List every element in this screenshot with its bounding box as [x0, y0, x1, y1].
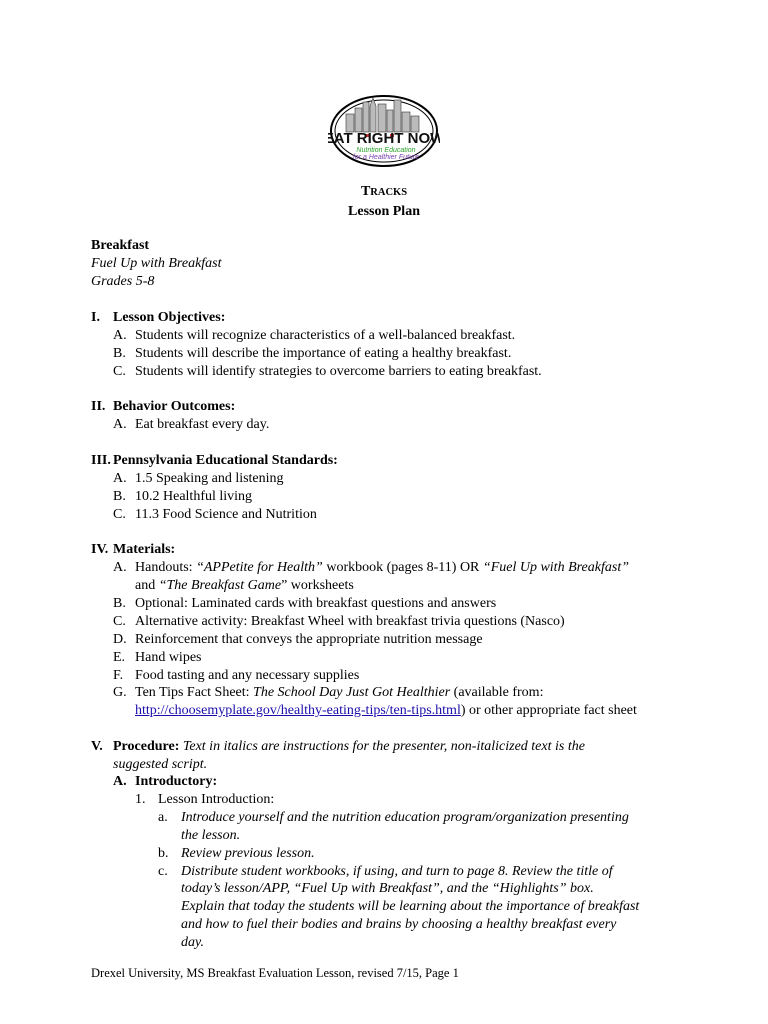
list-item-letter: B.: [113, 596, 126, 611]
list-item-letter: A.: [113, 471, 127, 486]
step-letter: c.: [158, 864, 168, 879]
list-item-letter: G.: [113, 685, 127, 700]
section-heading-materials: Materials:: [113, 542, 176, 557]
section-heading-behavior: Behavior Outcomes:: [113, 399, 236, 414]
svg-text:Nutrition Education: Nutrition Education: [356, 147, 416, 154]
procedure-intro-cont: suggested script.: [113, 757, 208, 772]
materials-item: Hand wipes: [135, 650, 202, 665]
section-heading-standards: Pennsylvania Educational Standards:: [113, 453, 338, 468]
list-item-letter: F.: [113, 668, 124, 683]
step-title: Lesson Introduction:: [158, 792, 275, 807]
svg-text:for a Healthier Future: for a Healthier Future: [352, 154, 420, 161]
section-number: I.: [91, 310, 100, 325]
materials-item: Alternative activity: Breakfast Wheel with breakfast trivia questions (Nasco): [135, 614, 565, 629]
materials-item-handouts-cont: and “The Breakfast Game” worksheets: [135, 578, 354, 593]
list-item-letter: D.: [113, 632, 127, 647]
step-c-text-cont: Explain that today the students will be learning about the importance of breakfast: [181, 899, 640, 914]
list-item-letter: A.: [113, 417, 127, 432]
list-item-letter: B.: [113, 346, 126, 361]
section-number: V.: [91, 739, 103, 754]
standard-item: 10.2 Healthful living: [135, 489, 253, 504]
behavior-item: Eat breakfast every day.: [135, 417, 270, 432]
step-c-text-cont: and how to fuel their bodies and brains by choosing a healthy breakfast every: [181, 917, 617, 932]
materials-item-fact-sheet: Ten Tips Fact Sheet: The School Day Just Got Healthier (available from:: [135, 685, 544, 700]
materials-item-handouts: Handouts: “APPetite for Health” workbook (pages 8-11) OR “Fuel Up with Breakfast”: [135, 560, 629, 575]
document-subtitle: Lesson Plan: [348, 204, 420, 219]
step-c-text: Distribute student workbooks, if using, and turn to page 8. Review the title of: [181, 864, 613, 879]
subsection-letter: A.: [113, 774, 127, 789]
step-c-text-cont: today’s lesson/APP, “Fuel Up with Breakfast”, and the “Highlights” box.: [181, 881, 594, 896]
materials-item: Optional: Laminated cards with breakfast questions and answers: [135, 596, 497, 611]
section-heading-procedure: Procedure:: [113, 739, 180, 754]
objective-item: Students will recognize characteristics of a well-balanced breakfast.: [135, 328, 516, 343]
objective-item: Students will identify strategies to overcome barriers to eating breakfast.: [135, 364, 542, 379]
step-number: 1.: [135, 792, 146, 807]
lesson-name: Fuel Up with Breakfast: [91, 256, 222, 271]
list-item-letter: C.: [113, 614, 126, 629]
list-item-letter: C.: [113, 364, 126, 379]
list-item-letter: C.: [113, 507, 126, 522]
materials-item: Reinforcement that conveys the appropriate nutrition message: [135, 632, 483, 647]
list-item-letter: A.: [113, 560, 127, 575]
step-a-text: Introduce yourself and the nutrition education program/organization presenting: [181, 810, 629, 825]
step-letter: a.: [158, 810, 168, 825]
section-number: IV.: [91, 542, 109, 557]
step-b-text: Review previous lesson.: [181, 846, 315, 861]
objective-item: Students will describe the importance of eating a healthy breakfast.: [135, 346, 512, 361]
list-item-letter: E.: [113, 650, 126, 665]
document-title: TRACKS: [360, 184, 408, 199]
standard-item: 11.3 Food Science and Nutrition: [135, 507, 317, 522]
standard-item: 1.5 Speaking and listening: [135, 471, 284, 486]
logo-main-text: EAT RIGHT NOW: [328, 130, 440, 147]
step-a-text-cont: the lesson.: [181, 828, 241, 843]
fact-sheet-link[interactable]: http://choosemyplate.gov/healthy-eating-tips/ten-tips.html: [135, 703, 461, 718]
list-item-letter: A.: [113, 328, 127, 343]
lesson-grades: Grades 5-8: [91, 274, 155, 289]
subsection-heading-introductory: Introductory:: [135, 774, 218, 789]
section-number: III.: [91, 453, 111, 468]
materials-item: Food tasting and any necessary supplies: [135, 668, 360, 683]
list-item-letter: B.: [113, 489, 126, 504]
materials-item-fact-sheet-cont: http://choosemyplate.gov/healthy-eating-tips/ten-tips.html) or other appropriate fact sheet: [135, 703, 637, 718]
step-c-text-cont: day.: [181, 935, 204, 950]
section-heading-objectives: Lesson Objectives:: [113, 310, 226, 325]
eat-right-now-logo: [328, 92, 440, 170]
section-number: II.: [91, 399, 106, 414]
procedure-intro: Procedure: Text in italics are instructions for the presenter, non-italicized text is the: [113, 739, 585, 754]
page-footer: Drexel University, MS Breakfast Evaluation Lesson, revised 7/15, Page 1: [91, 966, 459, 980]
step-letter: b.: [158, 846, 169, 861]
lesson-topic: Breakfast: [91, 238, 150, 253]
